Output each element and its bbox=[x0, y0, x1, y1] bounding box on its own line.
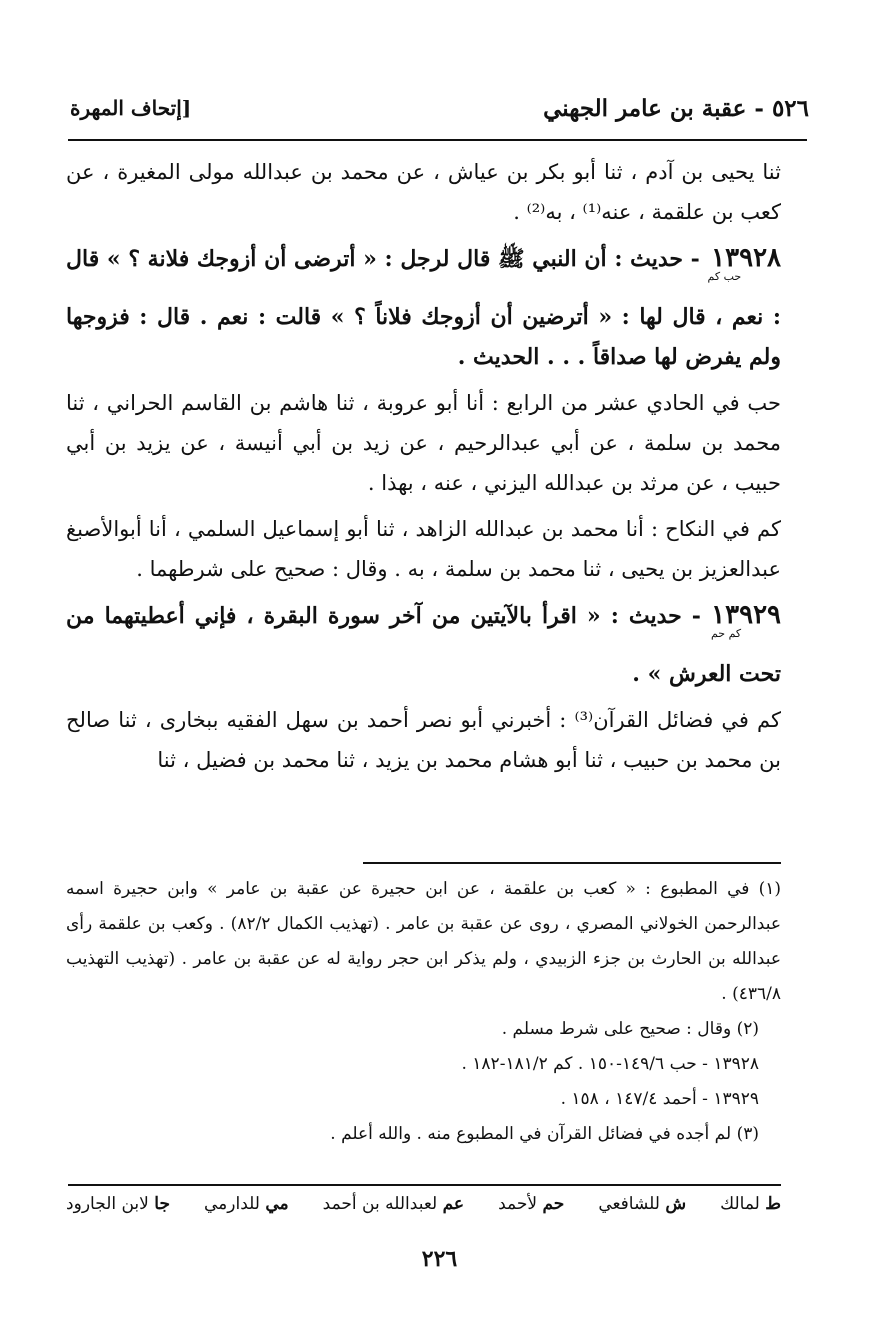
abbr-item: جا لابن الجارود bbox=[66, 1194, 170, 1214]
source-marks: كم حم bbox=[710, 627, 742, 640]
book-title: [إتحاف المهرة bbox=[70, 96, 192, 120]
footnote-ref-13928: ١٣٩٢٨ - حب ١٤٩/٦-١٥٠ . كم ١٨١/٢-١٨٢ . bbox=[461, 1054, 759, 1074]
hadith-13929 bbox=[66, 595, 781, 694]
page-header bbox=[70, 88, 809, 128]
source-marks: حب كم bbox=[707, 270, 742, 283]
main-text bbox=[66, 152, 781, 786]
paragraph-hakim-nikah: كم في النكاح : أنا محمد بن عبدالله الزاهد ، ثنا أبو إسماعيل السلمي ، أنا أبوالأصبغ عبدالعزيز بن يحيى ، ثنا محمد بن سلمة ، به . وقال : صحيح على شرطهما . bbox=[66, 517, 781, 581]
footnote-2: (٢) وقال : صحيح على شرط مسلم . bbox=[501, 1019, 759, 1039]
abbreviations-rule bbox=[68, 1184, 781, 1186]
header-rule bbox=[68, 139, 807, 141]
paragraph-hakim-fadail: كم في فضائل القرآن⁽³⁾ : أخبرني أبو نصر أحمد بن سهل الفقيه ببخارى ، ثنا صالح بن محمد بن حبيب ، ثنا أبو هشام محمد بن يزيد ، ثنا محمد بن فضيل ، ثنا bbox=[66, 708, 781, 772]
abbreviations-key bbox=[66, 1194, 781, 1214]
abbr-item: مي للدارمي bbox=[204, 1194, 289, 1214]
footnote-1: (١) في المطبوع : « كعب بن علقمة ، عن ابن حجيرة عن عقبة بن عامر » وابن حجيرة اسمه عبدالرحمن الخولاني المصري ، روى عن عقبة بن عامر . (تهذيب الكمال ٨٢/٢) . وكعب بن علقمة رأى عبدالله بن الحارث بن جزء الزبيدي ، ولم يذكر ابن حجر رواية له عن عقبة بن عامر . (تهذيب التهذيب ٤٣٦/٨) . bbox=[66, 879, 781, 1004]
chapter-title: ٥٢٦ - عقبة بن عامر الجهني bbox=[543, 94, 809, 122]
abbr-item: حم لأحمد bbox=[498, 1194, 565, 1214]
footnotes bbox=[66, 872, 781, 1152]
hadith-number: ١٣٩٢٨ bbox=[711, 243, 781, 273]
abbr-item: عم لعبدالله بن أحمد bbox=[322, 1194, 465, 1214]
hadith-text: - حديث : « اقرأ بالآيتين من آخر سورة البقرة ، فإني أعطيتهما من تحت العرش » . bbox=[66, 603, 781, 687]
footnote-ref-13929: ١٣٩٢٩ - أحمد ١٤٧/٤ ، ١٥٨ . bbox=[560, 1089, 759, 1109]
footnote-3: (٣) لم أجده في فضائل القرآن في المطبوع منه . والله أعلم . bbox=[330, 1124, 759, 1144]
paragraph-hibban: حب في الحادي عشر من الرابع : أنا أبو عروبة ، ثنا هاشم بن القاسم الحراني ، ثنا محمد بن سلمة ، عن أبي عبدالرحيم ، عن زيد بن أبي أنيسة ، عن يزيد بن أبي حبيب ، عن مرثد بن عبدالله اليزني ، عنه ، بهذا . bbox=[66, 391, 781, 495]
footnote-rule bbox=[363, 862, 781, 864]
abbr-item: ط لمالك bbox=[720, 1194, 781, 1214]
hadith-13928 bbox=[66, 238, 781, 377]
page-number: ٢٢٦ bbox=[421, 1246, 458, 1272]
hadith-text: - حديث : أن النبي ﷺ قال لرجل : « أترضى أن أزوجك فلانة ؟ » قال : نعم ، قال لها : « أترضين أن أزوجك فلاناً ؟ » قالت : نعم . قال : فزوجها ولم يفرض لها صداقاً . . . الحديث . bbox=[66, 246, 781, 370]
abbr-item: ش للشافعي bbox=[598, 1194, 687, 1214]
hadith-number: ١٣٩٢٩ bbox=[711, 600, 781, 630]
paragraph-isnad-1: ثنا يحيى بن آدم ، ثنا أبو بكر بن عياش ، عن محمد بن عبدالله مولى المغيرة ، عن كعب بن علقمة ، عنه⁽¹⁾ ، به⁽²⁾ . bbox=[66, 160, 781, 224]
